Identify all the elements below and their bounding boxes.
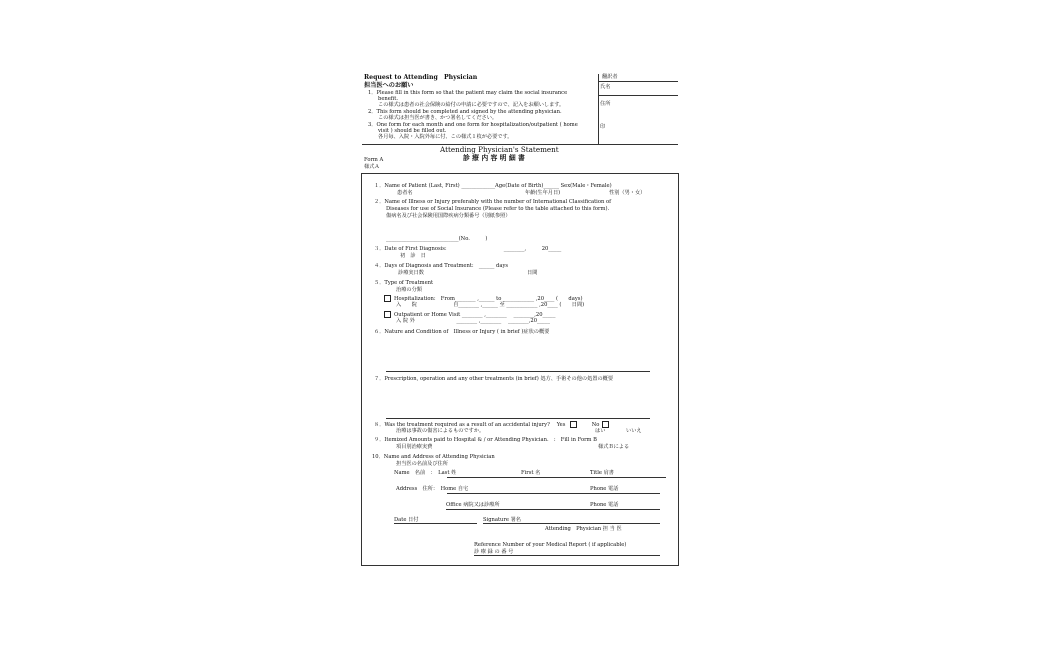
q7-answer-line[interactable] bbox=[386, 418, 650, 419]
q10-office-line[interactable] bbox=[446, 509, 660, 510]
q6-answer-line[interactable] bbox=[386, 371, 650, 372]
q10-home-line[interactable] bbox=[447, 493, 660, 494]
q7-text: ７．Prescription, operation and any other treatments (in brief) 処方、手術その他の処置の概要 bbox=[374, 376, 614, 382]
applicant-seal-label: 印 bbox=[600, 124, 606, 130]
q10-title-label: Title 肩書 bbox=[590, 470, 614, 476]
q10-signature-line[interactable] bbox=[483, 523, 660, 524]
request-item-1: 1．Please fill in this form so that the patient may claim the social insurance bbox=[368, 90, 568, 96]
reference-text: Reference Number of your Medical Report ( if applicable) bbox=[474, 542, 627, 548]
q2-blank[interactable]: ____________________________(No. ) bbox=[386, 236, 488, 242]
q8-row bbox=[374, 421, 612, 428]
q10-date-line[interactable] bbox=[394, 523, 477, 524]
q2-jp: 傷病名及び社会保険用国際疾病分類番号（別紙参照） bbox=[386, 213, 511, 219]
q10-office-label: Office 病院又は診療所 bbox=[446, 502, 500, 508]
q9-jp2: 様式Ｂによる bbox=[598, 444, 630, 450]
request-subtitle: 担当医へのお願い bbox=[364, 82, 414, 89]
statement-subtitle: 診 療 内 容 明 細 書 bbox=[463, 154, 525, 162]
q4-jp: 診療実日数 bbox=[398, 270, 424, 276]
form-label: Form A bbox=[364, 157, 384, 163]
applicant-name-line bbox=[598, 95, 678, 96]
q4-text: ４．Days of Diagnosis and Treatment: ______ days bbox=[374, 263, 509, 269]
applicant-divider bbox=[598, 74, 599, 144]
applicant-name-label: 氏名 bbox=[600, 84, 611, 90]
q1-text: １．Name of Patient (Last, First) _____________Age(Date of Birth)______ Sex(Male・Female) bbox=[374, 183, 612, 189]
request-title: Request to Attending Physician bbox=[364, 74, 478, 81]
q10-name-line[interactable] bbox=[447, 477, 666, 478]
q5-outp: Outpatient or Home Visit ________ ,________ ________,20_____ bbox=[394, 312, 556, 318]
q10-name-label: Name 名前 ： Last 姓 bbox=[394, 470, 457, 476]
q4-jp2: 日間 bbox=[527, 270, 538, 276]
q6-text: ６．Nature and Condition of Illness or Injury ( in brief )症状の概要 bbox=[374, 329, 550, 335]
request-item-1-jp: この様式は患者の社会保険の給付の申請に必要ですので、記入をお願いします。 bbox=[378, 102, 565, 108]
q10-phone-label: Phone 電話 bbox=[590, 486, 619, 492]
q5-jp: 治療の分類 bbox=[396, 287, 422, 293]
q5-hosp: Hospitalization: From________ ,______ to ____________ ,20____ ( days) bbox=[394, 296, 583, 302]
request-item-2-jp: この様式は担当医が書き、かつ署名してください。 bbox=[378, 115, 498, 121]
q8-no-checkbox[interactable] bbox=[602, 421, 609, 428]
q1-jp-name: 患者名 bbox=[397, 190, 413, 196]
hospitalization-checkbox[interactable] bbox=[384, 295, 391, 302]
q8-jp-yes: はい bbox=[595, 428, 606, 434]
q8-yes-checkbox[interactable] bbox=[570, 421, 577, 428]
q3-jp: 初 診 日 bbox=[400, 253, 426, 259]
q5-outpatient-row bbox=[384, 311, 556, 318]
q9-text: ９．Itemized Amounts paid to Hospital & / or Attending Physician. : Fill in Form B bbox=[374, 437, 597, 443]
form-label-jp: 様式Ａ bbox=[364, 164, 380, 170]
q10-jp: 担当医の名前及び住所 bbox=[396, 461, 448, 467]
reference-jp: 診 療 録 の 番 号 bbox=[474, 549, 514, 555]
q3-text: ３．Date of First Diagnosis: ________, 20_____ bbox=[374, 246, 562, 252]
q8-no: No bbox=[591, 422, 600, 428]
q5-hospitalization-row bbox=[384, 295, 582, 302]
q8-jp-no: いいえ bbox=[626, 428, 642, 434]
q5-text: ５．Type of Treatment bbox=[374, 280, 434, 286]
reference-line[interactable] bbox=[474, 555, 660, 556]
q9-jp: 項目別治療実費 bbox=[396, 444, 433, 450]
request-item-1b: benefit. bbox=[378, 96, 398, 102]
request-item-3: 3．One form for each month and one form for hospitalization/outpatient ( home bbox=[368, 122, 578, 128]
applicant-rule bbox=[598, 81, 678, 82]
request-item-3-jp: 各月毎、入院・入院外毎に付、この様式１枚が必要です。 bbox=[378, 134, 513, 140]
request-item-3b: visit ) should be filled out. bbox=[378, 128, 447, 134]
q10-date-label: Date 日付 bbox=[394, 517, 419, 523]
q1-jp-age: 年齢(生年月日) bbox=[525, 190, 561, 196]
q2-line2: Diseases for use of Social Insurance (Please refer to the table attached to this form). bbox=[386, 206, 610, 212]
q8-jp: 治療は事故の傷害によるものですか。 bbox=[396, 428, 485, 434]
q10-first-label: First 名 bbox=[521, 470, 541, 476]
q8-text: ８．Was the treatment required as a result of an accidental injury? Yes bbox=[374, 422, 566, 428]
q10-attending-label: Attending Physician 担 当 医 bbox=[545, 526, 622, 532]
q10-address-label: Address 住所： Home 自宅 bbox=[396, 486, 469, 492]
statement-form-box bbox=[361, 173, 679, 566]
q10-text: 10．Name and Address of Attending Physician bbox=[372, 454, 495, 460]
applicant-address-label: 住所 bbox=[600, 101, 611, 107]
q10-signature-label: Signature 署名 bbox=[483, 517, 521, 523]
q2-line1: ２．Name of Illness or Injury preferably with the number of International Classification of bbox=[374, 199, 611, 205]
q5-outp-jp: 入 院 外 ________ ,________ ________,20_____ bbox=[396, 318, 550, 324]
statement-title: Attending Physician's Statement bbox=[440, 145, 559, 154]
q1-jp-sex: 性別（男・女） bbox=[609, 190, 646, 196]
applicant-title: 翻訳者 bbox=[602, 74, 618, 80]
q5-hosp-jp: 入 院 自________ ,______ 至 ____________ ,20____ ( 日間) bbox=[396, 302, 585, 308]
request-item-2: 2．This form should be completed and signed by the attending physician. bbox=[368, 109, 562, 115]
outpatient-checkbox[interactable] bbox=[384, 311, 391, 318]
q10-phone2-label: Phone 電話 bbox=[590, 502, 619, 508]
